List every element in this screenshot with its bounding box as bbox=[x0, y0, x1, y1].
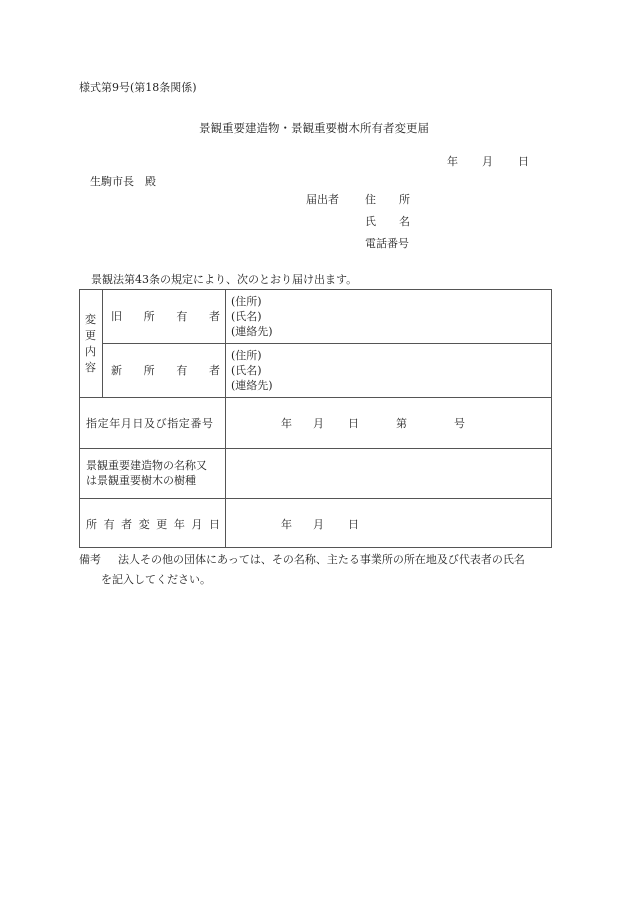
new-owner-contact-field[interactable]: (連絡先) bbox=[231, 379, 273, 392]
name-label-2: 名 bbox=[399, 215, 410, 228]
form-title: 景観重要建造物・景観重要樹木所有者変更届 bbox=[199, 121, 429, 135]
old-owner-contact-field[interactable]: (連絡先) bbox=[231, 325, 273, 338]
name-label-1: 氏 bbox=[365, 215, 376, 228]
change-table: 変 更 内 容 旧 所 有 者 (住所) (氏名) (連絡先) 新 所 有 者 (住所) (氏名) (連絡先) 指定年月日及び指定番号 年 月 日 第 号 景観重要建造物の名称又 は景観重要樹木の樹種 所 有 者 変 更 年 月 日 年 月 日 bbox=[79, 289, 552, 548]
date-year-label: 年 bbox=[447, 155, 458, 168]
form-number: 様式第9号(第18条関係) bbox=[79, 81, 197, 94]
remarks-line-2: を記入してください。 bbox=[101, 573, 211, 586]
divider bbox=[102, 290, 103, 398]
phone-label: 電話番号 bbox=[365, 237, 409, 250]
divider bbox=[102, 343, 551, 344]
date-day-label: 日 bbox=[518, 155, 529, 168]
old-owner-label: 旧 所 有 者 bbox=[111, 310, 220, 323]
change-date-label: 所 有 者 変 更 年 月 日 bbox=[86, 518, 220, 531]
date-month-label: 月 bbox=[482, 155, 493, 168]
new-owner-address-field[interactable]: (住所) bbox=[231, 349, 262, 362]
address-label-1: 住 bbox=[365, 193, 376, 206]
divider bbox=[80, 448, 551, 449]
applicant-label: 届出者 bbox=[306, 193, 339, 206]
divider bbox=[225, 290, 226, 547]
remarks-line-1: 法人その他の団体にあっては、その名称、主たる事業所の所在地及び代表者の氏名 bbox=[118, 553, 525, 566]
address-label-2: 所 bbox=[399, 193, 410, 206]
old-owner-name-field[interactable]: (氏名) bbox=[231, 310, 262, 323]
divider bbox=[80, 498, 551, 499]
new-owner-label: 新 所 有 者 bbox=[111, 364, 220, 377]
intro-text: 景観法第43条の規定により、次のとおり届け出ます。 bbox=[91, 273, 358, 286]
addressee: 生駒市長 殿 bbox=[90, 175, 156, 188]
old-owner-address-field[interactable]: (住所) bbox=[231, 295, 262, 308]
designation-label: 指定年月日及び指定番号 bbox=[86, 417, 214, 430]
remarks-label: 備考 bbox=[79, 553, 101, 566]
divider bbox=[80, 397, 551, 398]
new-owner-name-field[interactable]: (氏名) bbox=[231, 364, 262, 377]
